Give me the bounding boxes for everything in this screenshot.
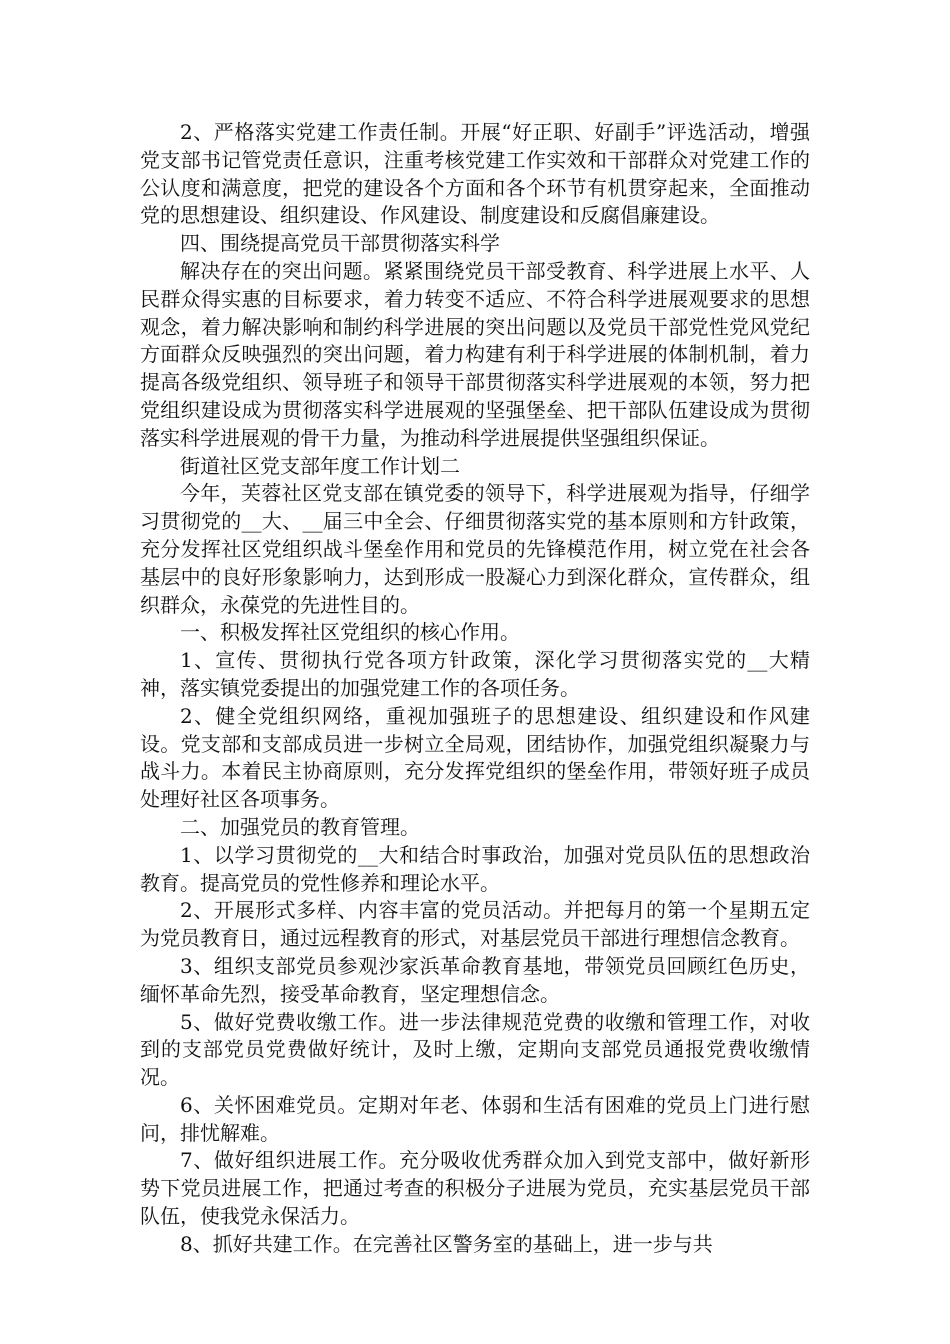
- paragraph-item: 2、健全党组织网络，重视加强班子的思想建设、组织建设和作风建设。党支部和支部成员进一步树立全局观，团结协作，加强党组织凝聚力与战斗力。本着民主协商原则，充分发挥党组织的堡垒作用，带领好班子成员处理好社区各项事务。: [140, 703, 810, 812]
- paragraph-item: 8、抓好共建工作。在完善社区警务室的基础上，进一步与共: [180, 1231, 713, 1256]
- paragraph-item: 1、宣传、贯彻执行党各项方针政策，深化学习贯彻落实党的__大精神，落实镇党委提出的加强党建工作的各项任务。: [140, 648, 810, 700]
- document-subtitle: 街道社区党支部年度工作计划二: [180, 453, 460, 478]
- paragraph-responsibility-system: 2、严格落实党建工作责任制。开展“好正职、好副手”评选活动，增强党支部书记管党责任意识，注重考核党建工作实效和干部群众对党建工作的公认度和满意度，把党的建设各个方面和各个环节有机贯穿起来，全面推动党的思想建设、组织建设、作风建设、制度建设和反腐倡廉建设。: [140, 120, 810, 228]
- paragraph-solve-problems: 解决存在的突出问题。紧紧围绕党员干部受教育、科学进展上水平、人民群众得实惠的目标要求，着力转变不适应、不符合科学进展观要求的思想观念，着力解决影响和制约科学进展的突出问题以及党员干部党性党风党纪方面群众反映强烈的突出问题，着力构建有利于科学进展的体制机制，着力提高各级党组织、领导班子和领导干部贯彻落实科学进展观的本领，努力把党组织建设成为贯彻落实科学进展观的坚强堡垒、把干部队伍建设成为贯彻落实科学进展观的骨干力量，为推动科学进展提供坚强组织保证。: [140, 258, 810, 450]
- paragraph-item: 7、做好组织进展工作。充分吸收优秀群众加入到党支部中，做好新形势下党员进展工作，把通过考查的积极分子进展为党员，充实基层党员干部队伍，使我党永保活力。: [140, 1148, 810, 1229]
- paragraph-item: 2、开展形式多样、内容丰富的党员活动。并把每月的第一个星期五定为党员教育日，通过远程教育的形式，对基层党员干部进行理想信念教育。: [140, 898, 810, 951]
- section-heading-1: 一、积极发挥社区党组织的核心作用。: [180, 620, 520, 645]
- section-heading-4: 四、围绕提高党员干部贯彻落实科学: [180, 231, 500, 256]
- paragraph-item: 6、关怀困难党员。定期对年老、体弱和生活有困难的党员上门进行慰问，排忧解难。: [140, 1092, 810, 1145]
- paragraph-item: 1、以学习贯彻党的__大和结合时事政治，加强对党员队伍的思想政治教育。提高党员的党性修养和理论水平。: [140, 842, 810, 895]
- section-heading-2: 二、加强党员的教育管理。: [180, 814, 420, 839]
- paragraph-item: 3、组织支部党员参观沙家浜革命教育基地，带领党员回顾红色历史，缅怀革命先烈，接受革命教育，坚定理想信念。: [140, 953, 810, 1006]
- document-body: [140, 119, 810, 1259]
- paragraph-item: 5、做好党费收缴工作。进一步法律规范党费的收缴和管理工作，对收到的支部党员党费做好统计，及时上缴，定期向支部党员通报党费收缴情况。: [140, 1009, 810, 1090]
- paragraph-intro: 今年，芙蓉社区党支部在镇党委的领导下，科学进展观为指导，仔细学习贯彻党的__大、__届三中全会、仔细贯彻落实党的基本原则和方针政策，充分发挥社区党组织战斗堡垒作用和党员的先锋模范作用，树立党在社会各基层中的良好形象影响力，达到形成一股凝心力到深化群众，宣传群众，组织群众，永葆党的先进性目的。: [140, 481, 810, 617]
